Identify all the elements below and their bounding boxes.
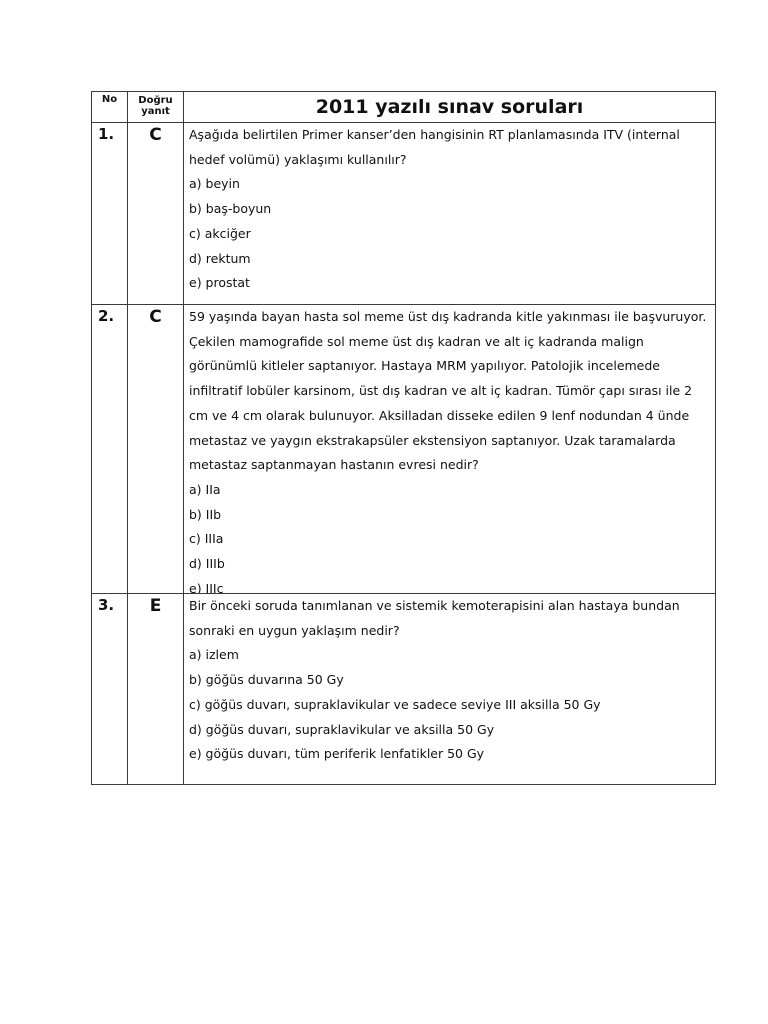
correct-answer: C bbox=[149, 125, 162, 145]
question-body bbox=[184, 123, 715, 296]
question-body bbox=[184, 305, 715, 593]
header-answer-label-line2: yanıt bbox=[141, 106, 170, 117]
option-d: d) rektum bbox=[189, 250, 251, 266]
option-b: b) IIb bbox=[189, 506, 222, 522]
option-a: a) izlem bbox=[189, 647, 239, 663]
header-answer-label bbox=[128, 92, 183, 117]
page-title: 2011 yazılı sınav soruları bbox=[315, 96, 584, 118]
option-b: b) göğüs duvarına 50 Gy bbox=[189, 672, 344, 688]
correct-answer: C bbox=[149, 307, 162, 327]
option-a: a) beyin bbox=[189, 176, 240, 192]
option-c: c) IIIa bbox=[189, 531, 224, 547]
question-number: 1. bbox=[98, 125, 115, 143]
option-c: c) akciğer bbox=[189, 225, 251, 241]
question-stem: Aşağıda belirtilen Primer kanser’den hangisinin RT planlamasında ITV (internal hedef volümü) yaklaşımı kullanılır? bbox=[189, 127, 680, 167]
header-no-label: No bbox=[101, 94, 118, 105]
exam-table bbox=[91, 91, 716, 785]
question-stem: 59 yaşında bayan hasta sol meme üst dış kadranda kitle yakınması ile başvuruyor. Çekilen mamografide sol meme üst dış kadran ve alt iç kadranda malign görünümlü kitleler saptanıyor. Hastaya MRM yapılıyor. Patolojik incelemede infiltratif lobüler karsinom, üst dış kadran ve alt iç kadran. Tümör çapı sırası ile 2 cm ve 4 cm olarak bulunuyor. Aksilladan disseke edilen 9 lenf nodundan 4 ünde metastaz ve yaygın ekstrakapsüler ekstensiyon saptanıyor. Uzak taramalarda metastaz saptanmayan hastanın evresi nedir? bbox=[189, 309, 707, 473]
option-e: e) IIIc bbox=[189, 580, 224, 593]
question-row bbox=[92, 305, 716, 594]
option-e: e) göğüs duvarı, tüm periferik lenfatikler 50 Gy bbox=[189, 746, 485, 762]
header-title-cell bbox=[184, 92, 716, 123]
header-row bbox=[92, 92, 716, 123]
option-a: a) IIa bbox=[189, 481, 221, 497]
option-d: d) IIIb bbox=[189, 556, 225, 572]
question-body bbox=[184, 594, 715, 767]
header-answer-label-line1: Doğru bbox=[138, 95, 173, 106]
question-row bbox=[92, 123, 716, 305]
header-no-cell bbox=[92, 92, 128, 123]
question-number: 2. bbox=[98, 307, 115, 325]
option-d: d) göğüs duvarı, supraklavikular ve aksilla 50 Gy bbox=[189, 721, 495, 737]
option-b: b) baş-boyun bbox=[189, 201, 272, 217]
question-row bbox=[92, 594, 716, 785]
question-stem: Bir önceki soruda tanımlanan ve sistemik kemoterapisini alan hastaya bundan sonraki en uygun yaklaşım nedir? bbox=[189, 598, 680, 638]
option-c: c) göğüs duvarı, supraklavikular ve sadece seviye III aksilla 50 Gy bbox=[189, 696, 601, 712]
question-number: 3. bbox=[98, 596, 115, 614]
correct-answer: E bbox=[149, 596, 162, 616]
header-answer-cell bbox=[128, 92, 184, 123]
option-e: e) prostat bbox=[189, 275, 250, 291]
